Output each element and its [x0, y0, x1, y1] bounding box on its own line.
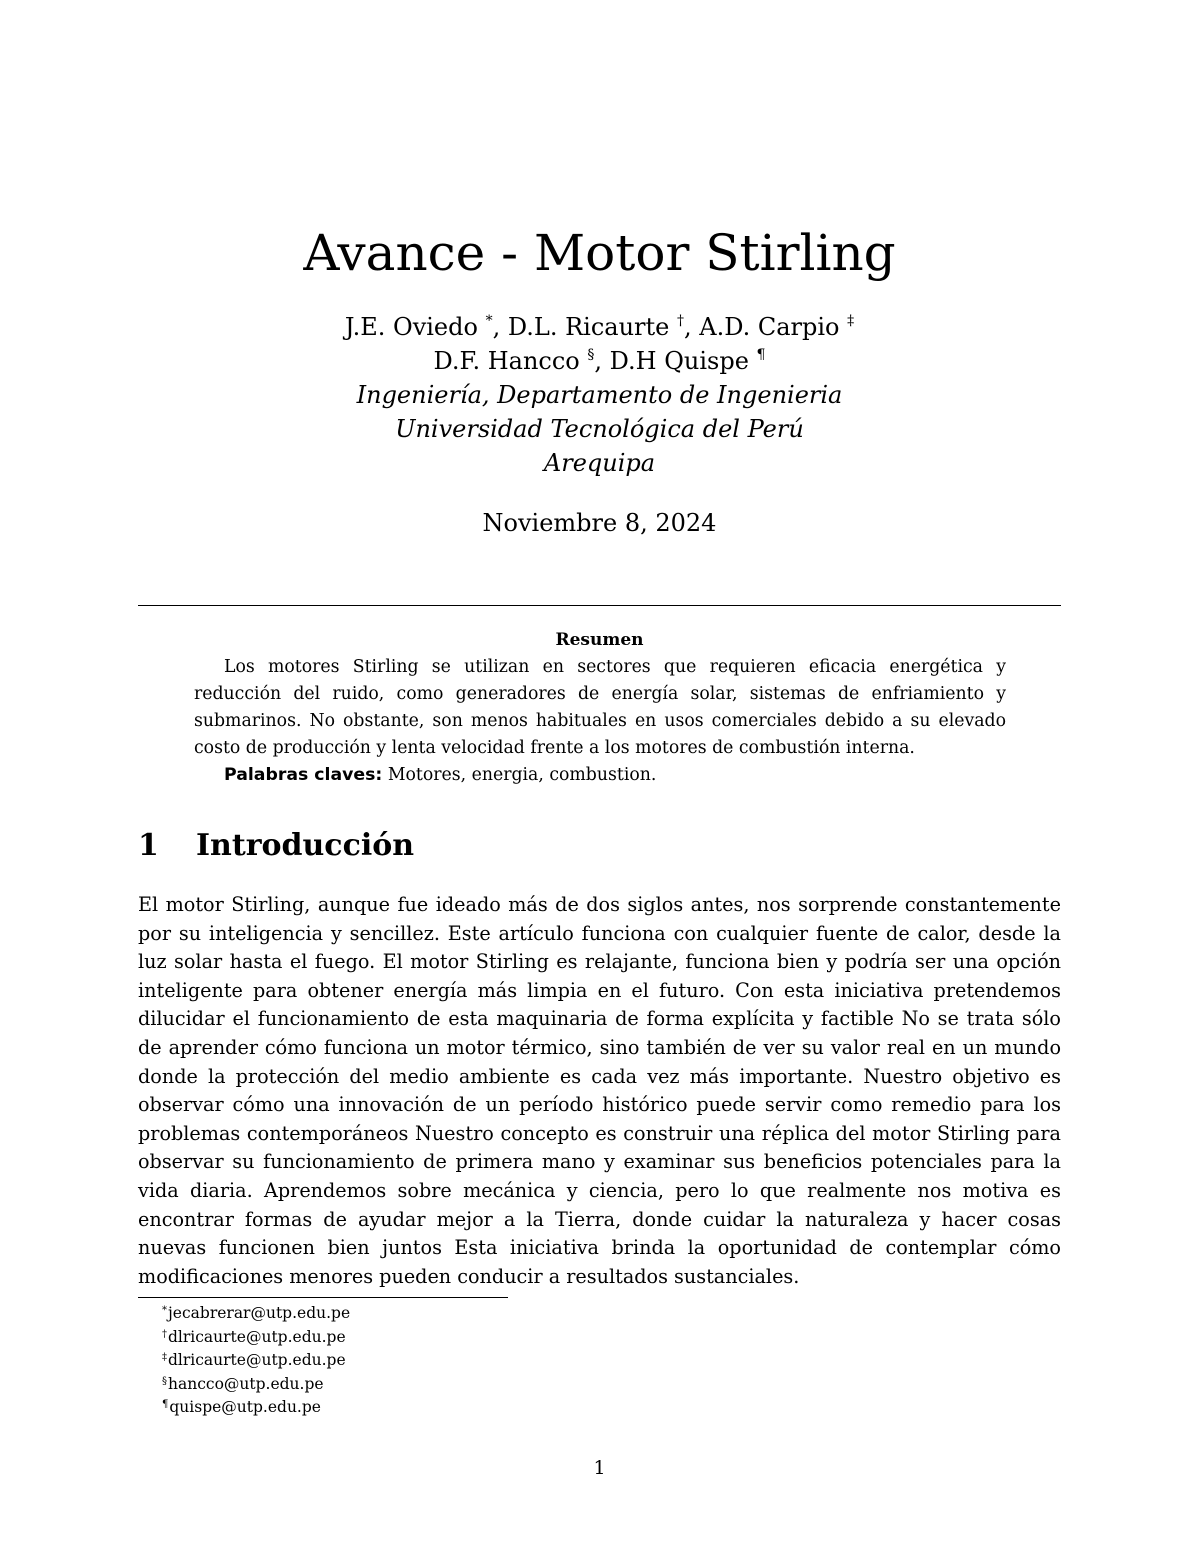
- author-name: J.E. Oviedo: [344, 313, 478, 341]
- footnote-mark: ¶: [162, 1399, 169, 1410]
- footnote-email: hancco@utp.edu.pe: [168, 1374, 324, 1393]
- footnotes-block: [162, 1302, 662, 1420]
- author-line-1: [138, 310, 1061, 344]
- page-number: 1: [593, 1457, 606, 1479]
- paper-title: Avance - Motor Stirling: [303, 224, 896, 282]
- footnote: [162, 1326, 662, 1350]
- footnote: [162, 1302, 662, 1326]
- affiliation-university: Universidad Tecnológica del Perú: [395, 415, 804, 443]
- author-name: D.L. Ricaurte: [507, 313, 670, 341]
- author-footnote-mark: *: [485, 313, 493, 329]
- footnote-divider: [138, 1297, 508, 1298]
- section-title: Introducción: [196, 828, 415, 863]
- author-name: D.F. Hancco: [433, 347, 580, 375]
- author-name: D.H Quispe: [609, 347, 749, 375]
- keywords-line: [194, 762, 1006, 789]
- affiliation-department: Ingeniería, Departamento de Ingenieria: [356, 381, 843, 409]
- section-number: 1: [138, 828, 159, 863]
- author-separator: ,: [594, 347, 610, 375]
- footnote-mark: ‡: [162, 1352, 167, 1363]
- abstract-heading: Resumen: [555, 630, 644, 650]
- footnote: [162, 1396, 662, 1420]
- keywords-text: Motores, energia, combustion.: [387, 765, 657, 785]
- author-footnote-mark: ‡: [847, 313, 855, 329]
- footnote-email: dlricaurte@utp.edu.pe: [168, 1351, 346, 1369]
- author-block: [138, 310, 1061, 480]
- paper-date: Noviembre 8, 2024: [482, 509, 717, 537]
- footnote: [162, 1349, 662, 1373]
- footnote-mark: *: [162, 1305, 167, 1316]
- footnote-mark: §: [162, 1375, 167, 1387]
- keywords-label: Palabras claves:: [224, 765, 383, 785]
- author-name: A.D. Carpio: [699, 313, 840, 341]
- affiliation-city: Arequipa: [543, 449, 656, 477]
- author-footnote-mark: ¶: [756, 347, 766, 363]
- author-footnote-mark: †: [676, 313, 684, 329]
- abstract-text: Los motores Stirling se utilizan en sectores que requieren eficacia energética y reducción del ruido, como generadores de energía solar, sistemas de enfriamiento y submarinos. No obstante, son menos habituales en usos comerciales debido a su elevado costo de producción y lenta velocidad frente a los motores de combustión interna.: [194, 657, 1006, 758]
- title-divider: [138, 605, 1061, 606]
- footnote: [162, 1373, 662, 1397]
- footnote-email: quispe@utp.edu.pe: [169, 1398, 321, 1416]
- section-body: El motor Stirling, aunque fue ideado más de dos siglos antes, nos sorprende constantemente por su inteligencia y sencillez. Este artículo funciona con cualquier fuente de calor, desde la luz solar hasta el fuego. El motor Stirling es relajante, funciona bien y podría ser una opción inteligente para obtener energía más limpia en el futuro. Con esta iniciativa pretendemos dilucidar el funcionamiento de esta maquinaria de forma explícita y factible No se trata sólo de aprender cómo funciona un motor térmico, sino también de ver su valor real en un mundo donde la protección del medio ambiente es cada vez más importante. Nuestro objetivo es observar cómo una innovación de un período histórico puede servir como remedio para los problemas contemporáneos Nuestro concepto es construir una réplica del motor Stirling para observar su funcionamiento de primera mano y examinar sus beneficios potenciales para la vida diaria. Aprendemos sobre mecánica y ciencia, pero lo que realmente nos motiva es encontrar formas de ayudar mejor a la Tierra, donde cuidar la naturaleza y hacer cosas nuevas funcionen bien juntos Esta iniciativa brinda la oportunidad de contemplar cómo modificaciones menores pueden conducir a resultados sustanciales.: [138, 893, 1061, 1288]
- footnote-email: jecabrerar@utp.edu.pe: [168, 1304, 351, 1322]
- author-line-2: [138, 344, 1061, 378]
- footnote-email: dlricaurte@utp.edu.pe: [168, 1327, 346, 1346]
- abstract-block: [194, 654, 1006, 789]
- author-footnote-mark: §: [587, 347, 595, 363]
- author-separator: ,: [683, 313, 700, 341]
- footnote-mark: †: [162, 1328, 167, 1340]
- section-heading: [138, 826, 1061, 866]
- author-separator: ,: [492, 313, 508, 341]
